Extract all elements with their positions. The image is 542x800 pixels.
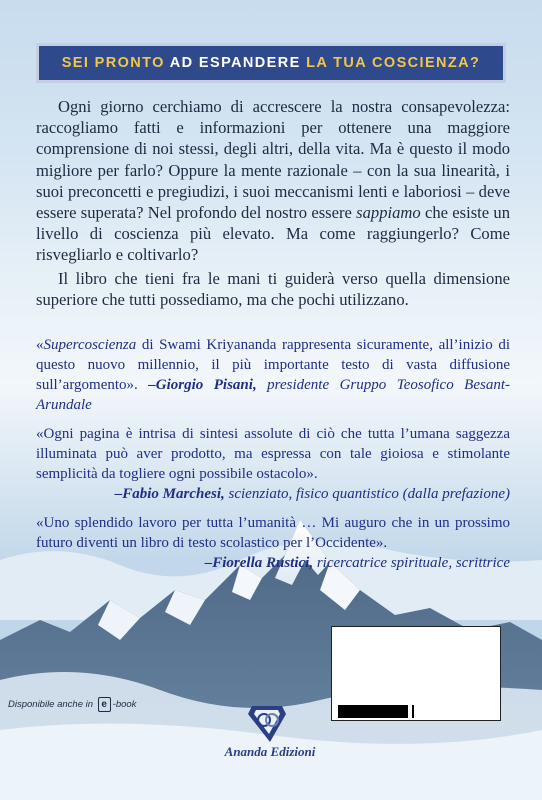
barcode-bar [338, 705, 408, 718]
intro-paragraph-1 [36, 96, 510, 266]
banner [36, 43, 506, 83]
testimonial-author: –Fabio Marchesi, [114, 486, 225, 502]
testimonial-text: «Ogni pagina è intrisa di sintesi assolute di ciò che tutta l’umana saggezza illuminata può aver prodotto, ma espressa con tale gioiosa e stimolante semplicità da togliere ogni possibile ostacolo». [36, 426, 510, 482]
testimonial-role: presidente Gruppo Teosofico Besant-Arundale [36, 377, 510, 413]
testimonial-role: ricercatrice spirituale, scrittrice [313, 555, 510, 571]
banner-text: AD ESPANDERE [164, 55, 307, 71]
ebook-icon: e [98, 697, 111, 712]
testimonial-author: –Fiorella Rustici, [204, 555, 314, 571]
testimonial-3 [36, 513, 510, 573]
testimonial-text: di Swami Kriyananda rappresenta sicuramente, all’inizio di questo nuovo millennio, il più importante testo di vasta diffusione sull’argomento». [36, 337, 510, 393]
book-title: Supercoscienza [43, 337, 137, 353]
barcode-bar [412, 705, 414, 718]
intro-paragraph-2: Il libro che tieni fra le mani ti guiderà verso quella dimensione superiore che tutti possediamo, ma che pochi utilizzano. [36, 268, 510, 309]
intro-text [36, 96, 510, 310]
quote-open: « [36, 337, 44, 353]
testimonial-role: scienziato, fisico quantistico (dalla prefazione) [224, 486, 510, 502]
intro-p1-end: che esiste un livello di coscienza più elevato. Ma come raggiungerlo? Come risvegliarlo e coltivarlo? [36, 203, 510, 265]
banner-highlight-2: LA TUA COSCIENZA? [306, 55, 481, 71]
testimonials [36, 335, 510, 573]
ebook-notice [8, 697, 136, 712]
banner-highlight-1: SEI PRONTO [61, 55, 165, 71]
testimonial-2 [36, 424, 510, 504]
intro-p1-start: Ogni giorno cerchiamo di accrescere la nostra consapevolezza: raccogliamo fatti e informazioni per ottenere una maggiore comprensione di noi stessi, degli altri, della vita. Ma è questo il modo migliore per farlo? Oppure la mente razionale – con la sua linearità, i suoi preconcetti e pregiudizi, i suoi meccanismi lenti e laboriosi – deve essere superata? Nel profondo del nostro essere [36, 97, 510, 223]
testimonial-attribution [36, 553, 510, 573]
intro-p1-emphasis: sappiamo [356, 203, 421, 223]
ebook-label-suffix: -book [112, 699, 137, 710]
testimonial-1 [36, 335, 510, 415]
testimonial-attribution [36, 484, 510, 504]
barcode-area [331, 626, 501, 721]
testimonial-author: –Giorgio Pisani, [148, 377, 257, 393]
ebook-label: Disponibile anche in [8, 699, 94, 710]
publisher-name: Ananda Edizioni [224, 744, 316, 759]
testimonial-text: «Uno splendido lavoro per tutta l’umanità … Mi auguro che in un prossimo futuro diventi un libro di testo scolastico per l’Occidente». [36, 515, 510, 551]
